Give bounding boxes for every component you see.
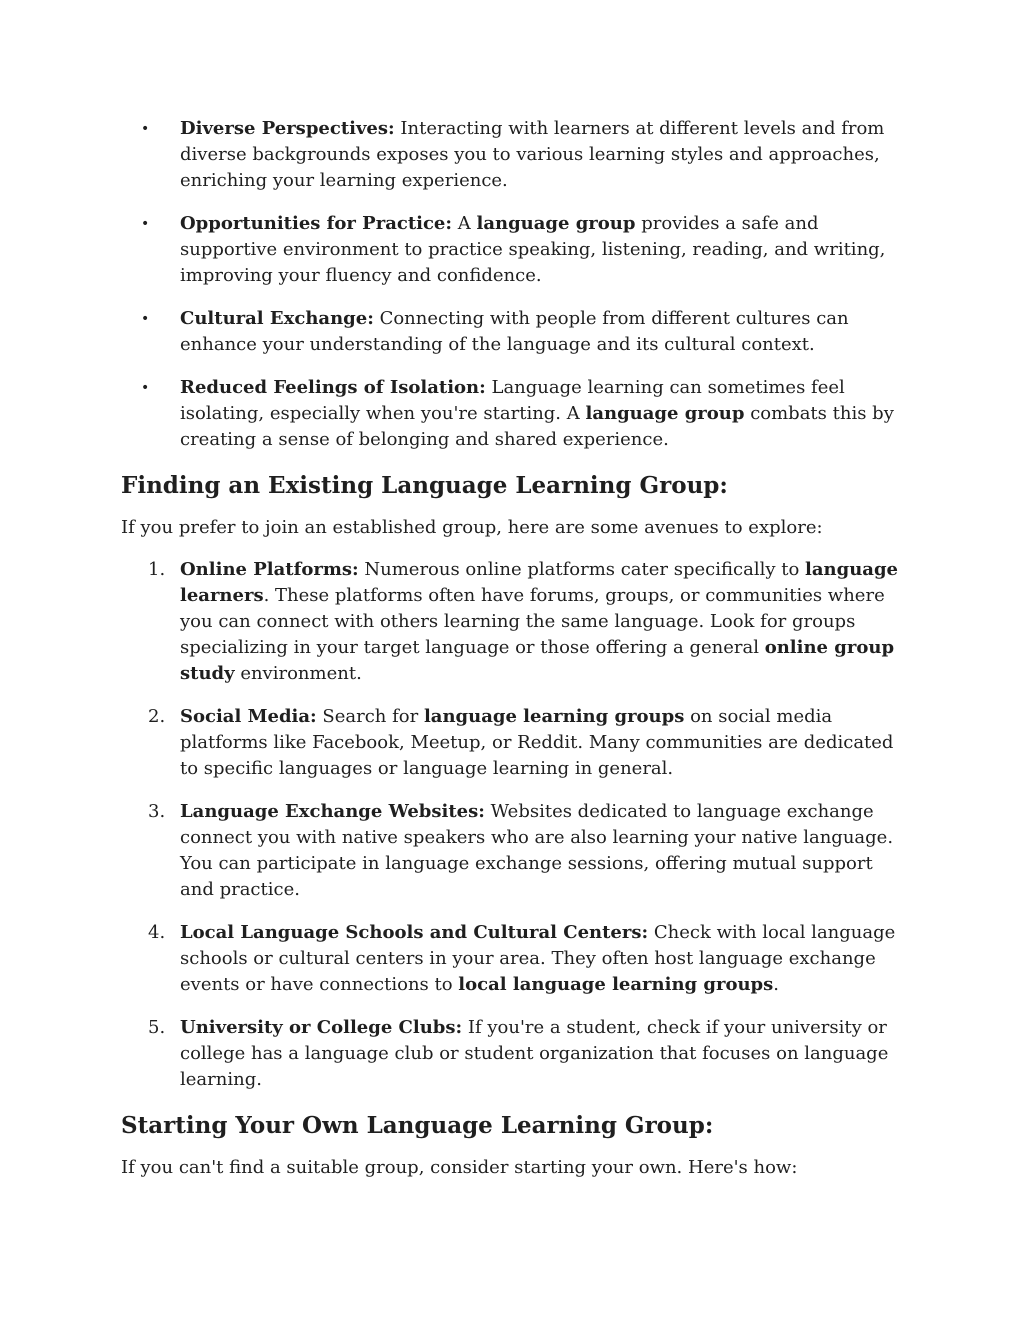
number-marker: 2. — [148, 706, 166, 727]
bold-phrase: Reduced Feelings of Isolation: — [180, 377, 486, 398]
list-item-text — [180, 308, 849, 355]
bold-phrase: local language learning groups — [458, 974, 774, 995]
text-run: on social media platforms like Facebook, Meetup, or Reddit. Many communities are dedicated to specific languages or language learning in general. — [180, 706, 894, 779]
list-item — [121, 306, 911, 358]
text-run: . These platforms often have forums, groups, or communities where you can connect with others learning the same language. Look for groups specializing in your target language or those offering a general — [180, 585, 885, 658]
section-heading-finding-group: Finding an Existing Language Learning Group: — [121, 472, 728, 499]
text-run: . — [773, 974, 780, 995]
bullet-marker: • — [141, 311, 150, 327]
list-item-text — [180, 801, 893, 900]
text-run: Interacting with learners at different levels and from diverse backgrounds exposes you to various learning styles and approaches, enriching your learning experience. — [180, 118, 885, 191]
bold-phrase: Opportunities for Practice: — [180, 213, 453, 234]
text-run: A — [452, 213, 477, 234]
bold-phrase: Online Platforms: — [180, 559, 359, 580]
text-run: provides a safe and supportive environment to practice speaking, listening, reading, and writing, improving your fluency and confidence. — [180, 213, 886, 286]
bold-phrase: Social Media: — [180, 706, 317, 727]
text-run: Numerous online platforms cater specifically to — [358, 559, 806, 580]
number-marker: 3. — [148, 801, 166, 822]
text-run: Connecting with people from different cultures can enhance your understanding of the language and its cultural context. — [180, 308, 849, 355]
avenues-list — [121, 557, 911, 1093]
bold-phrase: online group study — [180, 637, 895, 684]
list-item — [121, 116, 911, 194]
list-item-text — [180, 559, 898, 684]
list-item — [121, 1015, 911, 1093]
bold-phrase: language learners — [180, 559, 898, 606]
list-item-text — [180, 213, 885, 286]
text-run: Websites dedicated to language exchange connect you with native speakers who are also learning your native language. You can participate in language exchange sessions, offering mutual support and practice. — [180, 801, 894, 900]
bold-phrase: Local Language Schools and Cultural Centers: — [180, 922, 649, 943]
text-run: environment. — [234, 663, 362, 684]
bullet-marker: • — [141, 216, 150, 232]
section-heading-starting-group: Starting Your Own Language Learning Group: — [121, 1112, 714, 1139]
list-item-text — [180, 922, 895, 995]
bold-phrase: language group — [585, 403, 745, 424]
list-item — [121, 799, 911, 903]
list-item-text — [180, 706, 893, 779]
bold-phrase: Language Exchange Websites: — [180, 801, 485, 822]
text-run: Language learning can sometimes feel isolating, especially when you're starting. A — [180, 377, 845, 424]
number-marker: 1. — [148, 559, 166, 580]
text-run: combats this by creating a sense of belonging and shared experience. — [180, 403, 894, 450]
bullet-marker: • — [141, 380, 150, 396]
bullet-marker: • — [141, 121, 150, 137]
text-run: If you're a student, check if your university or college has a language club or student organization that focuses on language learning. — [180, 1017, 889, 1090]
document-content — [121, 116, 911, 1197]
number-marker: 5. — [148, 1017, 166, 1038]
benefits-list — [121, 116, 911, 453]
bold-phrase: University or College Clubs: — [180, 1017, 463, 1038]
list-item — [121, 557, 911, 687]
bold-phrase: language group — [476, 213, 636, 234]
list-item — [121, 211, 911, 289]
bold-phrase: language learning groups — [423, 706, 685, 727]
section-intro-starting-group: If you can't find a suitable group, consider starting your own. Here's how: — [121, 1157, 798, 1178]
section-intro-finding-group: If you prefer to join an established group, here are some avenues to explore: — [121, 517, 823, 538]
list-item-text — [180, 377, 894, 450]
number-marker: 4. — [148, 922, 166, 943]
list-item-text — [180, 118, 884, 191]
bold-phrase: Diverse Perspectives: — [180, 118, 395, 139]
list-item — [121, 704, 911, 782]
list-item-text — [180, 1017, 888, 1090]
list-item — [121, 375, 911, 453]
list-item — [121, 920, 911, 998]
bold-phrase: Cultural Exchange: — [180, 308, 374, 329]
text-run: Search for — [316, 706, 424, 727]
text-run: Check with local language schools or cultural centers in your area. They often host language exchange events or have connections to — [180, 922, 896, 995]
